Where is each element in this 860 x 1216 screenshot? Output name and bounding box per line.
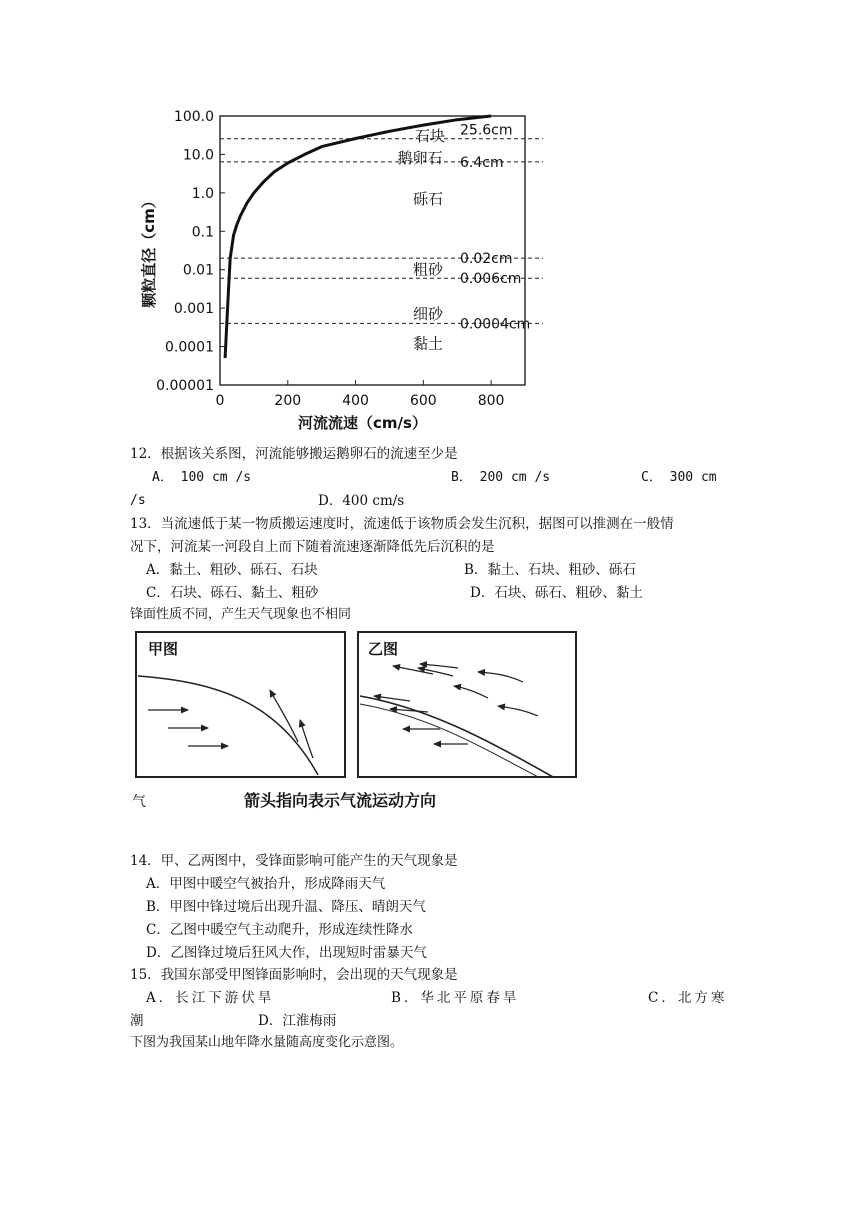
q15-option-a: A．长江下游伏旱 [146, 990, 275, 1006]
q13-option-d: D．石块、砾石、粗砂、黏土 [470, 585, 643, 601]
q12-stem: 12．根据该关系图，河流能够搬运鹅卵石的流速至少是 [130, 446, 458, 462]
zone-label: 黏土 [412, 334, 444, 353]
q12-option-d: D．400 cm/s [318, 493, 405, 509]
x-tick-label: 200 [274, 393, 302, 409]
q13-option-b: B．黏土、石块、粗砂、砾石 [464, 562, 636, 578]
y-tick-label: 0.01 [182, 262, 214, 279]
yi-arrow-5 [454, 686, 488, 698]
jia-front-line [138, 676, 318, 775]
q14-option-d: D．乙图锋过境后狂风大作，出现短时雷暴天气 [146, 945, 427, 961]
jia-arrow-rise-2 [300, 720, 313, 758]
q13-option-a: A．黏土、粗砂、砾石、石块 [146, 562, 318, 578]
q12-option-b: B． 200 cm /s [451, 470, 551, 485]
q15-option-d: D．江淮梅雨 [258, 1013, 337, 1029]
diagram-jia-label: 甲图 [148, 640, 179, 658]
x-tick-label: 400 [342, 393, 369, 409]
diagram-caption: 箭头指向表示气流运动方向 [244, 791, 437, 810]
zone-label: 砾石 [412, 189, 444, 208]
q15-option-b: B．华北平原春旱 [391, 990, 520, 1006]
diagram-jia [136, 632, 345, 777]
yi-arrow-8 [390, 709, 428, 712]
q14-option-b: B．甲图中锋过境后出现升温、降压、晴朗天气 [146, 899, 426, 915]
q15-stem: 15．我国东部受甲图锋面影响时，会出现的天气现象是 [130, 967, 458, 983]
yi-front-line-2 [360, 704, 538, 777]
y-tick-label: 100.0 [173, 109, 214, 125]
zone-label: 粗砂 [412, 260, 444, 279]
threshold-label: 0.02cm [460, 251, 513, 268]
y-tick-label: 0.001 [173, 301, 214, 318]
jia-arrow-rise-1 [270, 690, 298, 742]
next-intro: 下图为我国某山地年降水量随高度变化示意图。 [130, 1035, 404, 1050]
q14-option-c: C．乙图中暖空气主动爬升，形成连续性降水 [146, 922, 413, 938]
threshold-label: 0.006cm [460, 271, 522, 288]
y-tick-label: 10.0 [182, 147, 214, 164]
yi-arrow-6 [498, 706, 538, 716]
threshold-label: 25.6cm [460, 122, 513, 139]
threshold-label: 0.0004cm [460, 316, 531, 333]
q12-option-c-cont: /s [130, 493, 146, 508]
q13-option-c: C．石块、砾石、黏土、粗砂 [146, 585, 319, 601]
velocity-curve [225, 116, 491, 358]
diagram-yi-label: 乙图 [368, 640, 399, 658]
y-tick-label: 0.00001 [156, 378, 214, 394]
x-tick-label: 800 [477, 393, 505, 409]
q12-option-a: A． 100 cm /s [152, 470, 252, 485]
y-tick-label: 1.0 [191, 185, 214, 202]
grain-size-velocity-chart [130, 100, 550, 445]
zone-label: 石块 [414, 127, 446, 146]
q13-stem-line2: 况下，河流某一河段自上而下随着流速逐渐降低先后沉积的是 [130, 539, 495, 555]
y-tick-label: 0.0001 [165, 339, 214, 356]
front-intro: 锋面性质不同，产生天气现象也不相同 [130, 607, 352, 622]
x-axis-title: 河流流速（cm/s） [298, 414, 427, 432]
q15-option-c: C．北方寒 [648, 990, 728, 1006]
x-tick-label: 600 [409, 393, 437, 409]
diagram-yi [358, 632, 576, 777]
threshold-label: 6.4cm [460, 154, 504, 171]
q15-option-c-cont: 潮 [130, 1013, 144, 1029]
y-axis-title: 颗粒直径（cm） [140, 193, 158, 308]
zone-label: 细砂 [412, 305, 444, 324]
yi-front-line [360, 696, 553, 777]
q14-option-a: A．甲图中暖空气被抬升，形成降雨天气 [146, 876, 386, 892]
x-tick-label: 0 [215, 393, 225, 409]
zone-label: 鹅卵石 [397, 149, 443, 168]
q14-stem: 14．甲、乙两图中，受锋面影响可能产生的天气现象是 [130, 853, 458, 869]
diagram-stray-mark: 气 [132, 794, 146, 810]
front-diagrams [128, 630, 588, 820]
yi-arrow-4 [478, 672, 523, 682]
q13-stem-line1: 13．当流速低于某一物质搬运速度时，流速低于该物质会发生沉积，据图可以推测在一般情 [130, 516, 674, 532]
y-tick-label: 0.1 [191, 224, 214, 241]
yi-arrow-3 [420, 664, 458, 668]
q12-option-c: C． 300 cm [641, 470, 717, 485]
